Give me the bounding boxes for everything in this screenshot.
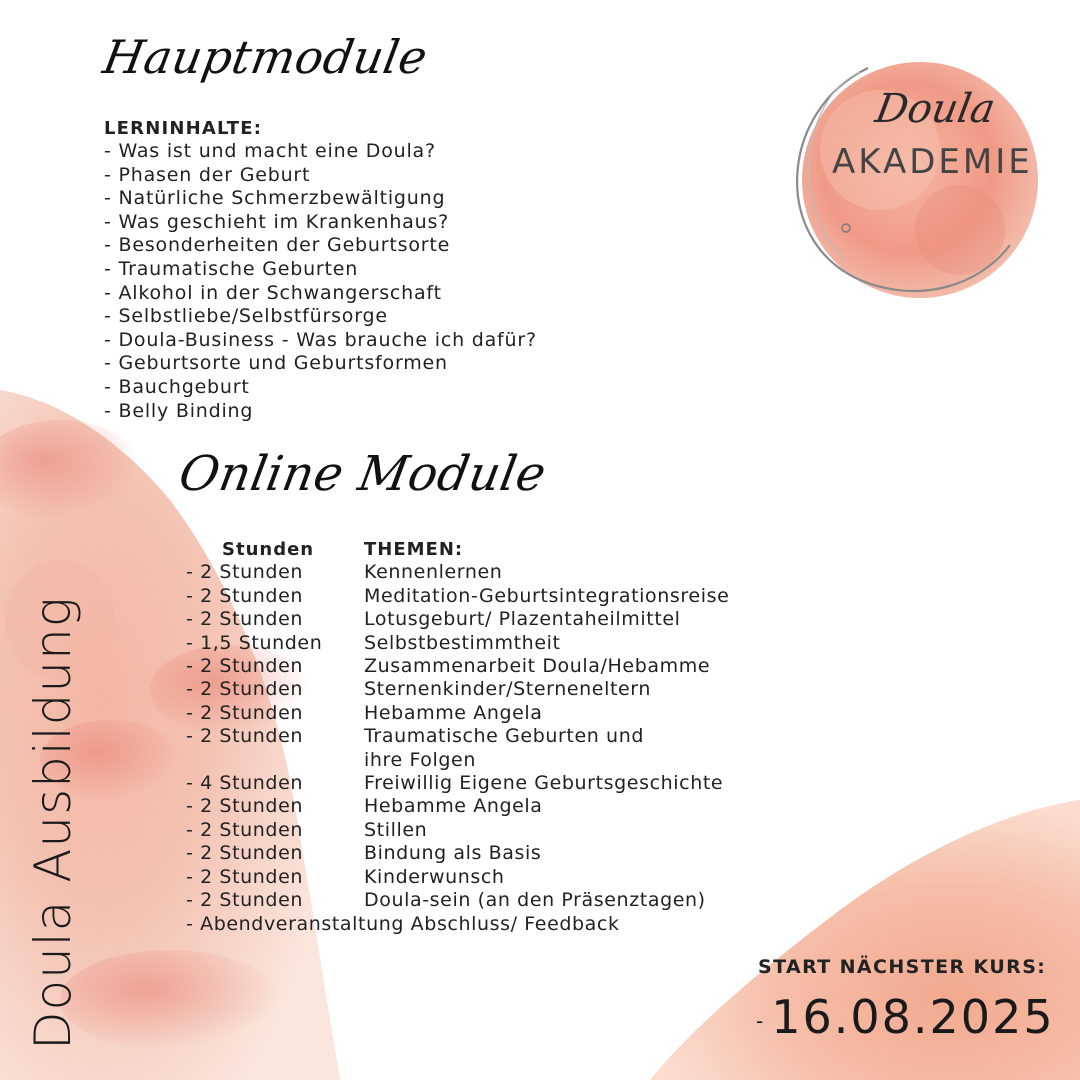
online-row-hours: - 2 Stunden (186, 678, 304, 701)
online-row-topic: Freiwillig Eigene Geburtsgeschichte (364, 772, 724, 795)
logo-word-text: AKADEMIE (832, 142, 1033, 182)
online-row-topic: Meditation-Geburtsintegrationsreise (364, 584, 730, 607)
lerninhalte-section (104, 118, 744, 423)
online-row-topic: Selbstbestimmtheit (364, 631, 561, 654)
heading-online-module: Online Module (175, 446, 551, 502)
start-date (756, 990, 1055, 1044)
lerninhalte-item: - Was geschieht im Krankenhaus? (104, 210, 450, 233)
online-row-hours: - 2 Stunden (186, 865, 304, 888)
lerninhalte-item: - Selbstliebe/Selbstfürsorge (104, 305, 388, 328)
online-row (186, 866, 826, 889)
online-row (186, 842, 826, 865)
online-footer-row (186, 913, 826, 936)
online-row (186, 889, 826, 912)
online-row-hours: - 2 Stunden (186, 795, 304, 818)
online-row-topic: Lotusgeburt/ Plazentaheilmittel (364, 608, 681, 631)
online-row-hours: - 2 Stunden (186, 889, 304, 912)
online-table-header (186, 538, 826, 561)
online-row-hours: - 2 Stunden (186, 725, 304, 748)
online-row-topic: ihre Folgen (364, 748, 476, 771)
lerninhalte-item: - Belly Binding (104, 399, 254, 422)
online-row-hours: - 2 Stunden (186, 584, 304, 607)
lerninhalte-title: LERNINHALTE: (104, 118, 263, 139)
online-row-topic: Hebamme Angela (364, 795, 543, 818)
logo-script-text: Doula (871, 86, 999, 132)
vertical-title-text: Doula Ausbildung (24, 596, 82, 1050)
online-row (186, 725, 826, 748)
online-rows (186, 561, 826, 912)
lerninhalte-item: - Was ist und macht eine Doula? (104, 140, 436, 162)
online-row (186, 772, 826, 795)
online-row-topic: Kinderwunsch (364, 865, 505, 888)
logo (780, 56, 1050, 286)
vertical-title (0, 0, 90, 1080)
header-hours: Stunden (222, 539, 315, 560)
heading-hauptmodule: Hauptmodule (99, 30, 432, 84)
online-row (186, 819, 826, 842)
lerninhalte-item: - Doula-Business - Was brauche ich dafür? (104, 328, 537, 351)
online-row-topic: Doula-sein (an den Präsenztagen) (364, 889, 706, 912)
online-row (186, 632, 826, 655)
start-label: START NÄCHSTER KURS: (758, 956, 1047, 978)
lerninhalte-item: - Natürliche Schmerzbewältigung (104, 187, 446, 210)
online-row-topic: Stillen (364, 818, 428, 841)
online-row (186, 795, 826, 818)
online-row-topic: Zusammenarbeit Doula/Hebamme (364, 655, 711, 678)
online-row-topic: Hebamme Angela (364, 701, 543, 724)
online-footer-text: - Abendveranstaltung Abschluss/ Feedback (186, 912, 620, 935)
header-topics: THEMEN: (364, 539, 464, 560)
online-row-hours: - 4 Stunden (186, 772, 304, 795)
online-row (186, 655, 826, 678)
start-date-dash: - (756, 1008, 766, 1033)
online-row-topic: Traumatische Geburten und (364, 725, 644, 748)
lerninhalte-item: - Phasen der Geburt (104, 163, 311, 186)
lerninhalte-item: - Geburtsorte und Geburtsformen (104, 352, 448, 375)
online-row-hours: - 2 Stunden (186, 818, 304, 841)
lerninhalte-list (104, 140, 744, 423)
online-row-topic: Sternenkinder/Sterneneltern (364, 678, 652, 701)
online-row-hours (186, 749, 364, 772)
online-row-hours: - 2 Stunden (186, 701, 304, 724)
watercolor-spot (60, 950, 280, 1050)
online-module-table (186, 538, 826, 936)
lerninhalte-item: - Bauchgeburt (104, 375, 250, 398)
lerninhalte-item: - Alkohol in der Schwangerschaft (104, 281, 442, 304)
online-row-topic: Bindung als Basis (364, 842, 542, 865)
online-row-topic: Kennenlernen (364, 561, 503, 584)
online-row-hours: - 1,5 Stunden (186, 631, 323, 654)
online-row-hours: - 2 Stunden (186, 655, 304, 678)
online-row-hours: - 2 Stunden (186, 561, 304, 584)
online-row-hours: - 2 Stunden (186, 842, 304, 865)
start-date-value: 16.08.2025 (771, 990, 1055, 1044)
online-row (186, 702, 826, 725)
lerninhalte-item: - Traumatische Geburten (104, 257, 359, 280)
online-row (186, 608, 826, 631)
online-row (186, 749, 826, 772)
online-row (186, 561, 826, 584)
online-row-hours: - 2 Stunden (186, 608, 304, 631)
online-row (186, 585, 826, 608)
lerninhalte-item: - Besonderheiten der Geburtsorte (104, 234, 451, 257)
online-row (186, 678, 826, 701)
